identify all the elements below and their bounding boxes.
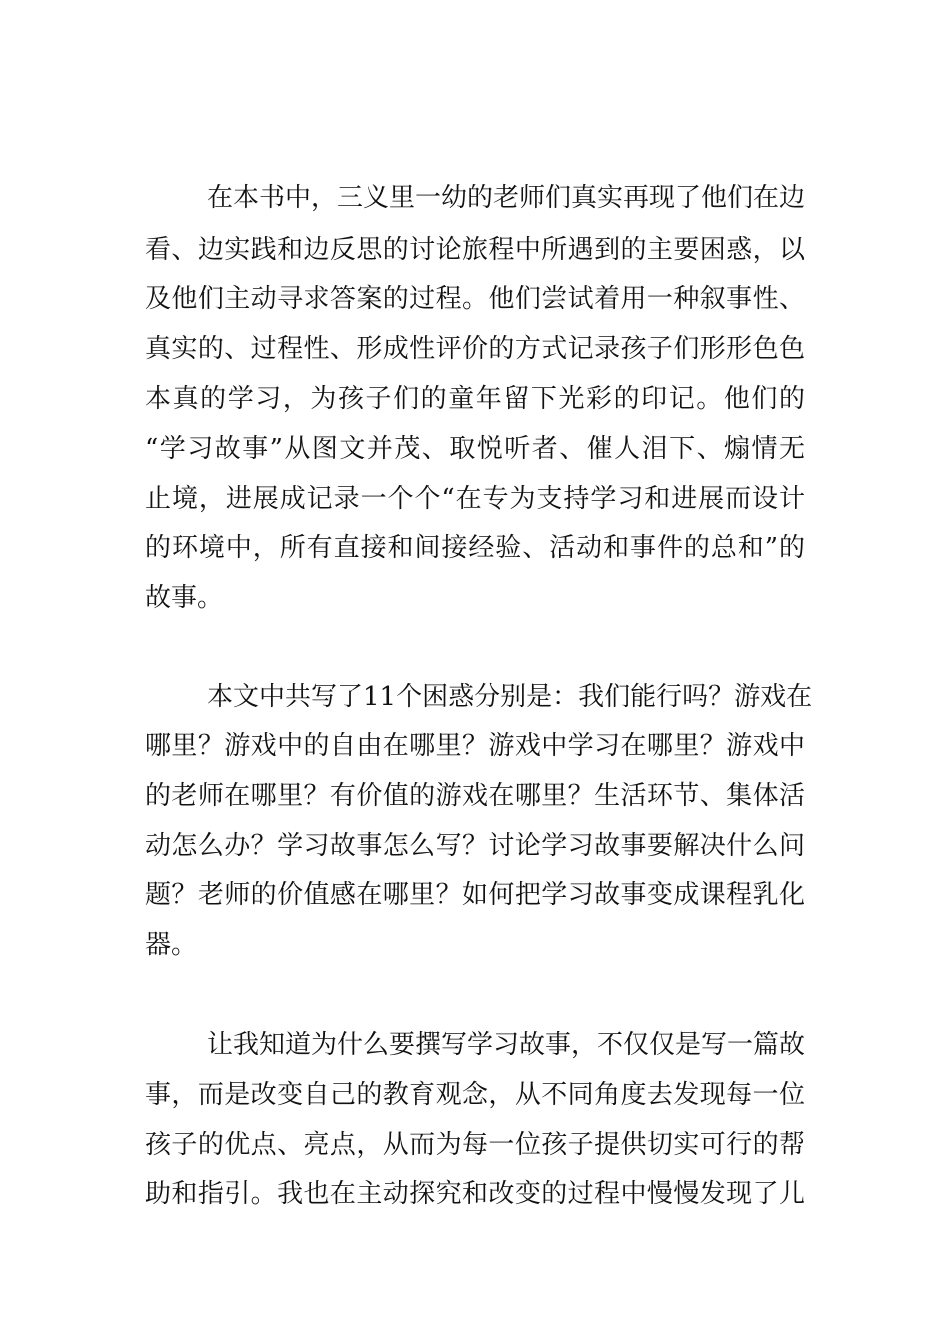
text-line: 故事。 <box>145 583 224 613</box>
text-line: 止境，进展成记录一个个“在专为支持学习和进展而设计 <box>145 484 805 514</box>
text-line: 本文中共写了11个困惑分别是：我们能行吗？游戏在 <box>207 682 813 712</box>
text-line: 本真的学习，为孩子们的童年留下光彩的印记。他们的 <box>145 384 805 414</box>
text-line: 真实的、过程性、形成性评价的方式记录孩子们形形色色 <box>145 334 805 364</box>
text-line: 的老师在哪里？有价值的游戏在哪里？生活环节、集体活 <box>145 781 805 811</box>
text-line: 哪里？游戏中的自由在哪里？游戏中学习在哪里？游戏中 <box>145 731 805 761</box>
text-line: 事，而是改变自己的教育观念，从不同角度去发现每一位 <box>145 1080 805 1110</box>
text-line: “学习故事”从图文并茂、取悦听者、催人泪下、煽情无 <box>145 434 805 464</box>
text-line: 在本书中，三义里一幼的老师们真实再现了他们在边 <box>207 183 806 213</box>
text-line: 看、边实践和边反思的讨论旅程中所遇到的主要困惑，以 <box>145 235 805 265</box>
text-line: 题？老师的价值感在哪里？如何把学习故事变成课程乳化 <box>145 880 805 910</box>
text-line: 让我知道为什么要撰写学习故事，不仅仅是写一篇故 <box>207 1030 806 1060</box>
text-line: 孩子的优点、亮点，从而为每一位孩子提供切实可行的帮 <box>145 1130 805 1160</box>
text-line: 动怎么办？学习故事怎么写？讨论学习故事要解决什么问 <box>145 831 805 861</box>
text-line: 器。 <box>145 930 198 960</box>
text-line: 及他们主动寻求答案的过程。他们尝试着用一种叙事性、 <box>145 284 805 314</box>
text-line: 助和指引。我也在主动探究和改变的过程中慢慢发现了儿 <box>145 1179 805 1209</box>
text-line: 的环境中，所有直接和间接经验、活动和事件的总和”的 <box>145 533 805 563</box>
